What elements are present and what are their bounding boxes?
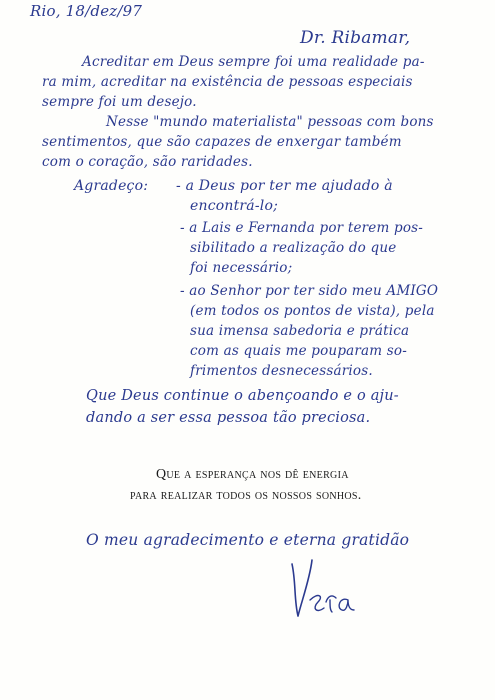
paragraph-2-line-1: Nesse "mundo materialista" pessoas com bons xyxy=(106,114,434,130)
closing-wish-line-2: dando a ser essa pessoa tão preciosa. xyxy=(86,410,371,426)
thanks-item-2-line-2: sibilitado a realização do que xyxy=(190,240,397,256)
paragraph-1-line-1: Acreditar em Deus sempre foi uma realidade pa- xyxy=(82,54,425,70)
salutation: Dr. Ribamar, xyxy=(300,28,411,48)
paragraph-2-line-2: sentimentos, que são capazes de enxergar também xyxy=(42,134,402,150)
thanks-item-3-line-2: (em todos os pontos de vista), pela xyxy=(190,303,435,319)
thanks-item-3-line-1: - ao Senhor por ter sido meu AMIGO xyxy=(180,283,439,299)
thanks-label: Agradeço: xyxy=(74,178,149,194)
thanks-item-2-line-1: - a Lais e Fernanda por terem pos- xyxy=(180,220,424,236)
paragraph-1-line-3: sempre foi um desejo. xyxy=(42,94,197,110)
thanks-item-2-line-3: foi necessário; xyxy=(190,260,293,276)
gratitude-line: O meu agradecimento e eterna gratidão xyxy=(86,531,410,549)
printed-quote-line-2: para realizar todos os nossos sonhos. xyxy=(130,488,362,503)
thanks-item-1-line-1: - a Deus por ter me ajudado à xyxy=(176,178,393,194)
paragraph-2-line-3: com o coração, são raridades. xyxy=(42,154,253,170)
thanks-item-3-line-5: frimentos desnecessários. xyxy=(190,363,373,379)
paragraph-1-line-2: ra mim, acreditar na existência de pessoas especiais xyxy=(42,74,413,90)
printed-quote-line-1: Que a esperança nos dê energia xyxy=(156,467,349,482)
letter-date: Rio, 18/dez/97 xyxy=(30,2,143,20)
thanks-item-3-line-3: sua imensa sabedoria e prática xyxy=(190,323,410,339)
signature-vera xyxy=(282,552,362,622)
closing-wish-line-1: Que Deus continue o abençoando e o aju- xyxy=(86,388,399,404)
thanks-item-3-line-4: com as quais me pouparam so- xyxy=(190,343,408,359)
thanks-item-1-line-2: encontrá-lo; xyxy=(190,198,279,214)
